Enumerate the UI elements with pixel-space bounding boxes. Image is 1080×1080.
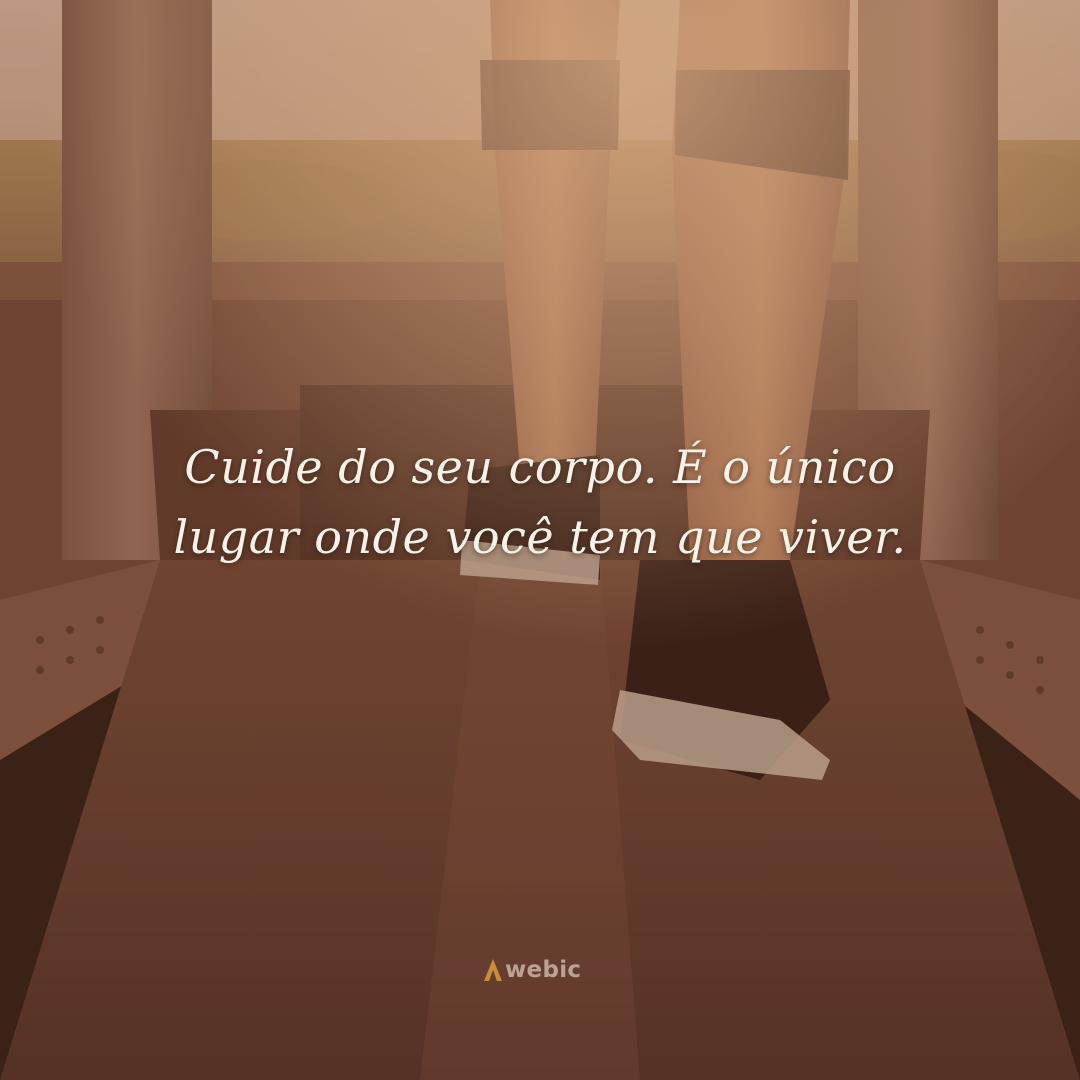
quote-text xyxy=(90,432,990,572)
awebic-logo xyxy=(482,952,602,988)
quote-line-1: Cuide do seu corpo. É o único xyxy=(184,440,896,494)
awebic-a-icon xyxy=(482,957,504,983)
logo-wordmark: webic xyxy=(505,957,582,983)
quote-line-2: lugar onde você tem que viver. xyxy=(173,510,907,564)
